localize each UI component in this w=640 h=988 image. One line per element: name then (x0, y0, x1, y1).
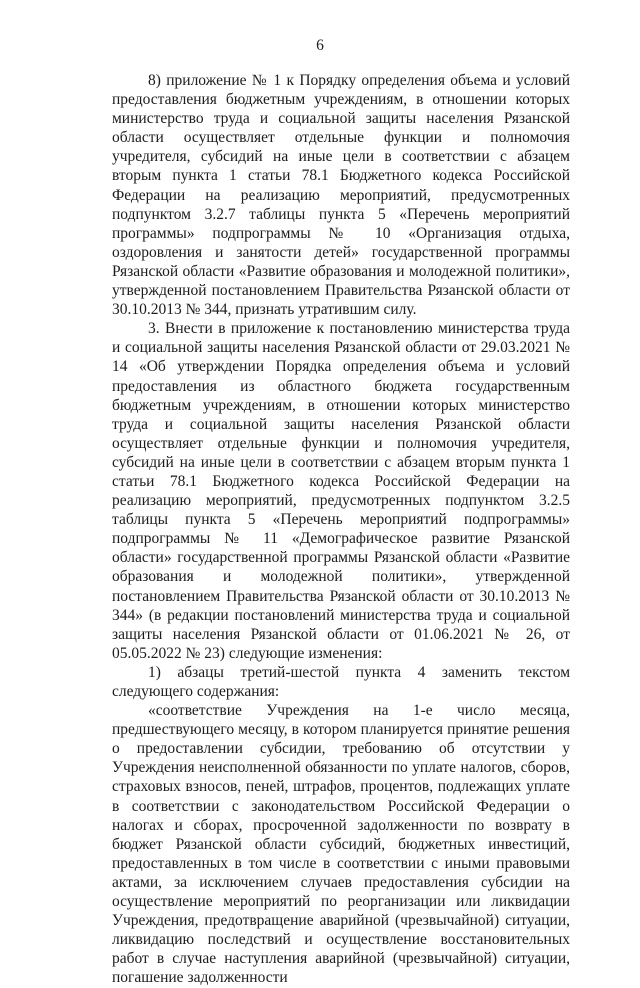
paragraph-quoted-text: «соответствие Учреждения на 1-е число месяца, предшествующего месяцу, в котором планируется принятие решения о предоставлении субсидии, требованию об отсутствии у Учреждения неисполненной обязанности по уплате налогов, сборов, страховых взносов, пеней, штрафов, процентов, подлежащих уплате в соответствии с законодательством Российской Федерации о налогах и сборах, просроченной задолженности по возврату в бюджет Рязанской области субсидий, бюджетных инвестиций, предоставленных в том числе в соответствии с иными правовыми актами, за исключением случаев предоставления субсидии на осуществление мероприятий по реорганизации или ликвидации Учреждения, предотвращение аварийной (чрезвычайной) ситуации, ликвидацию последствий и осуществление восстановительных работ в случае наступления аварийной (чрезвычайной) ситуации, погашение задолженности (112, 702, 570, 987)
document-body (112, 71, 570, 988)
paragraph-item-8: 8) приложение № 1 к Порядку определения объема и условий предоставления бюджетным учреждениям, в отношении которых министерство труда и социальной защиты населения Рязанской области осуществляет отдельные функции и полномочия учредителя, субсидий на иные цели в соответствии с абзацем вторым пункта 1 статьи 78.1 Бюджетного кодекса Российской Федерации на реализацию мероприятий, предусмотренных подпунктом 3.2.7 таблицы пункта 5 «Перечень мероприятий программы» подпрограммы № 10 «Организация отдыха, оздоровления и занятости детей» государственной программы Рязанской области «Развитие образования и молодежной политики», утвержденной постановлением Правительства Рязанской области от 30.10.2013 № 344, признать утратившим силу. (112, 72, 570, 319)
paragraph-subitem-1: 1) абзацы третий-шестой пункта 4 заменить текстом следующего содержания: (112, 663, 570, 700)
paragraph-section-3: 3. Внести в приложение к постановлению министерства труда и социальной защиты населения Рязанской области от 29.03.2021 № 14 «Об утверждении Порядка определения объема и условий предоставления из областного бюджета государственным бюджетным учреждениям, в отношении которых министерство труда и социальной защиты населения Рязанской области осуществляет отдельные функции и полномочия учредителя, субсидий на иные цели в соответствии с абзацем вторым пункта 1 статьи 78.1 Бюджетного кодекса Российской Федерации на реализацию мероприятий, предусмотренных подпунктом 3.2.5 таблицы пункта 5 «Перечень мероприятий подпрограммы» подпрограммы № 11 «Демографическое развитие Рязанской области» государственной программы Рязанской области «Развитие образования и молодежной политики», утвержденной постановлением Правительства Рязанской области от 30.10.2013 № 344» (в редакции постановлений министерства труда и социальной защиты населения Рязанской области от 01.06.2021 № 26, от 05.05.2022 № 23) следующие изменения: (112, 320, 570, 662)
page-number: 6 (316, 37, 324, 54)
